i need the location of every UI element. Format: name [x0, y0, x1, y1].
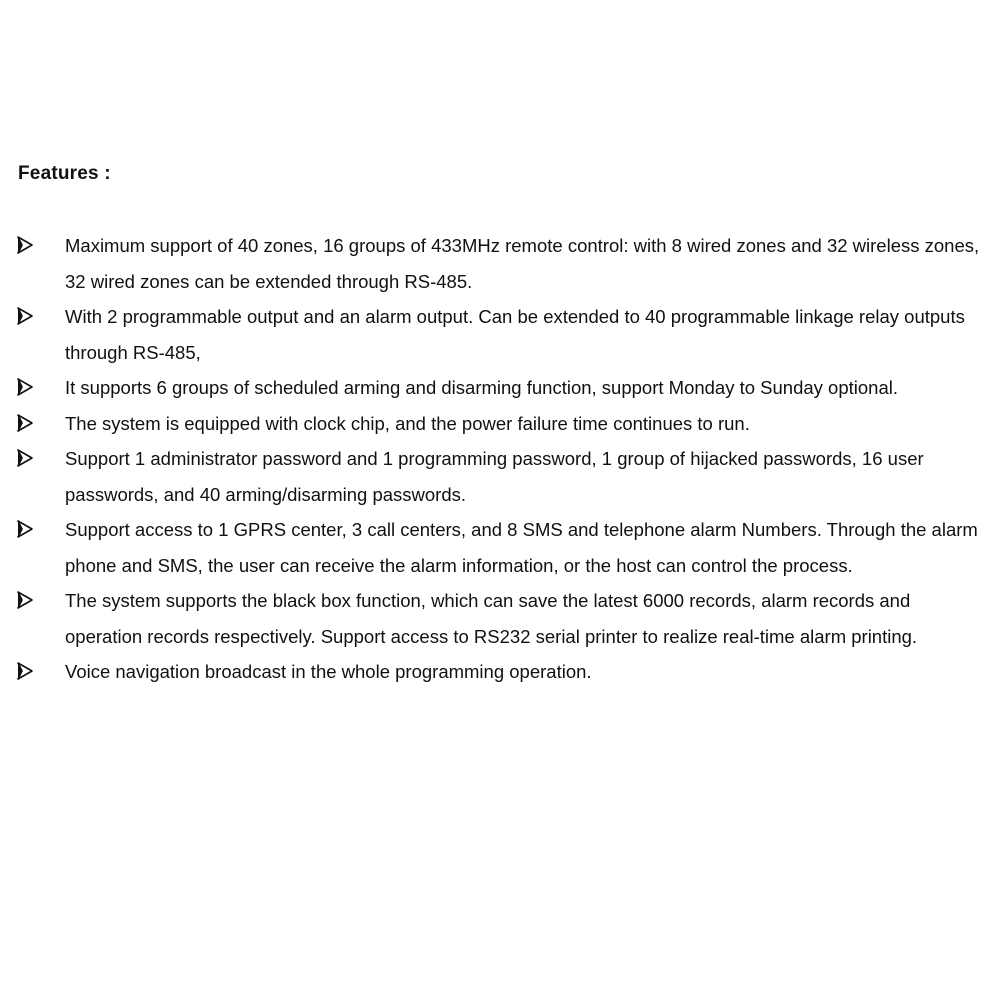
- arrowhead-bullet-icon: [16, 306, 34, 326]
- feature-text: Support 1 administrator password and 1 programming password, 1 group of hijacked passwords, 16 user passwords, and 40 arming/disarming passwords.: [65, 448, 924, 505]
- feature-item: [0, 299, 1000, 370]
- feature-list: [0, 228, 1000, 690]
- feature-item: [0, 512, 1000, 583]
- features-heading: Features :: [18, 163, 111, 184]
- feature-text: The system supports the black box function, which can save the latest 6000 records, alarm records and operation records respectively. Support access to RS232 serial printer to realize real-time alarm printing.: [65, 590, 918, 647]
- feature-item: [0, 370, 1000, 406]
- feature-text: It supports 6 groups of scheduled arming and disarming function, support Monday to Sunday optional.: [65, 377, 899, 398]
- arrowhead-bullet-icon: [16, 590, 34, 610]
- feature-item: [0, 228, 1000, 299]
- arrowhead-bullet-icon: [16, 661, 34, 681]
- feature-text: Voice navigation broadcast in the whole programming operation.: [65, 661, 592, 682]
- feature-text: Support access to 1 GPRS center, 3 call centers, and 8 SMS and telephone alarm Numbers. Through the alarm phone and SMS, the user can receive the alarm information, or the host can control the process.: [65, 519, 978, 576]
- feature-item: [0, 441, 1000, 512]
- arrowhead-bullet-icon: [16, 519, 34, 539]
- arrowhead-bullet-icon: [16, 235, 34, 255]
- feature-text: Maximum support of 40 zones, 16 groups of 433MHz remote control: with 8 wired zones and 32 wireless zones, 32 wired zones can be extended through RS-485.: [65, 235, 980, 292]
- arrowhead-bullet-icon: [16, 413, 34, 433]
- feature-item: [0, 583, 1000, 654]
- feature-text: With 2 programmable output and an alarm output. Can be extended to 40 programmable linkage relay outputs through RS-485,: [65, 306, 965, 363]
- arrowhead-bullet-icon: [16, 377, 34, 397]
- feature-item: [0, 654, 1000, 690]
- arrowhead-bullet-icon: [16, 448, 34, 468]
- feature-text: The system is equipped with clock chip, and the power failure time continues to run.: [65, 412, 750, 434]
- feature-item: [0, 406, 1000, 442]
